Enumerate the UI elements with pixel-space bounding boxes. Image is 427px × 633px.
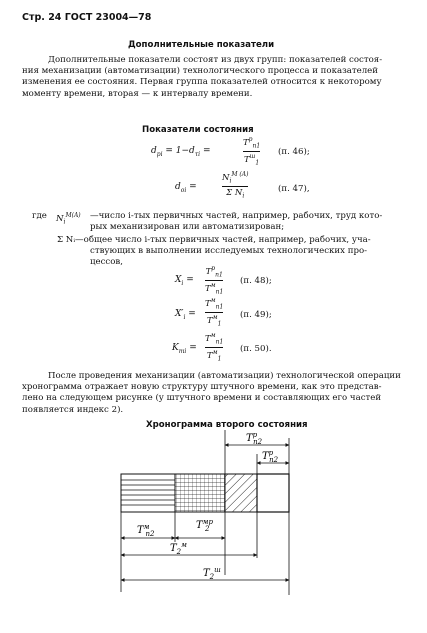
diagram-title: Хронограмма второго состояния xyxy=(146,420,308,430)
where-line: —число i-тых первичных частей, например, рабочих, труд кото- xyxy=(90,211,383,221)
formula-49-ref: (п. 49); xyxy=(240,310,272,320)
where-symbol: $N_i^{M(A)}$ xyxy=(56,212,81,226)
intro-paragraph xyxy=(22,55,382,100)
para-line: После проведения механизации (автоматизации) технологической операции xyxy=(48,371,401,381)
bar-segment-overlap xyxy=(225,474,257,512)
para-line: ния механизации (автоматизации) технологического процесса и показателей xyxy=(22,66,378,77)
section-title-state: Показатели состояния xyxy=(142,125,254,135)
where-line: рых механизирован или автоматизирован; xyxy=(90,222,285,232)
formula-46-fraction: $T^p_{n1}$ $T^ш_1$ xyxy=(243,136,261,167)
after-mechanization-paragraph xyxy=(22,371,401,416)
para-line: появляется индекс 2). xyxy=(22,404,124,415)
chronogram-diagram xyxy=(0,430,427,630)
formula-49-lhs: $X'_i$ = xyxy=(175,309,196,321)
formula-50-fraction: $T^м_{n1}$ $T^м_1$ xyxy=(205,332,224,363)
formula-50-ref: (п. 50). xyxy=(240,344,272,354)
label-t2-m: $T_2^м$ xyxy=(170,541,187,556)
label-tm-n2: $T^м$ n2 xyxy=(137,523,155,538)
formula-47-lhs: $d_{oi}$ = xyxy=(175,182,197,194)
formula-47-ref: (п. 47), xyxy=(278,184,310,194)
formula-48-ref: (п. 48); xyxy=(240,276,272,286)
section-title-additional: Дополнительные показатели xyxy=(128,40,275,50)
formula-47-fraction: $N_i^{M (A)}$ Σ $N_i$ xyxy=(222,171,249,200)
formula-46-ref: (п. 46); xyxy=(278,147,310,157)
bar-segment-mechanized xyxy=(175,474,225,512)
label-t2-sh: $T_2^ш$ xyxy=(203,566,221,581)
formula-49-fraction: $T^м_{n1}$ $T^м_1$ xyxy=(205,297,224,328)
formula-48-fraction: $T^p_{n1}$ $T^м_{n1}$ xyxy=(205,265,224,296)
where-line: Σ Nᵢ—общее число i-тых первичных частей, например, рабочих, уча- xyxy=(57,235,371,245)
where-line: ствующих в выполнении исследуемых технологических про- xyxy=(90,246,368,256)
page-header: Стр. 24 ГОСТ 23004—78 xyxy=(22,12,152,23)
formula-48-lhs: $X_i$ = xyxy=(175,275,194,287)
para-line: лено на следующем рисунке (у штучного времени и составляющих его частей xyxy=(22,393,382,404)
para-line: хронограмма отражает новую структуру штучного времени, как это представ- xyxy=(22,382,382,393)
para-line: моменту времени, вторая — к интервалу времени. xyxy=(22,88,253,99)
bar-segment-empty xyxy=(257,474,289,512)
label-tmp-2: $T^{мр}$ 2 xyxy=(196,518,213,533)
where-line: цессов, xyxy=(90,257,123,267)
label-trr-n2: $T^p$ n2 xyxy=(262,449,279,464)
label-tr-n2: $T^p$ n2 xyxy=(246,431,263,446)
formula-50-lhs: $K_{mi}$ = xyxy=(172,343,197,355)
formula-46-lhs: $d_{pi} = 1-d_{\tau i}$ = xyxy=(151,146,211,158)
para-line: изменения ее состояния. Первая группа показателей относится к некоторому xyxy=(22,77,382,88)
where-label: где xyxy=(32,211,47,221)
para-line: Дополнительные показатели состоят из двух групп: показателей состоя- xyxy=(48,55,383,65)
